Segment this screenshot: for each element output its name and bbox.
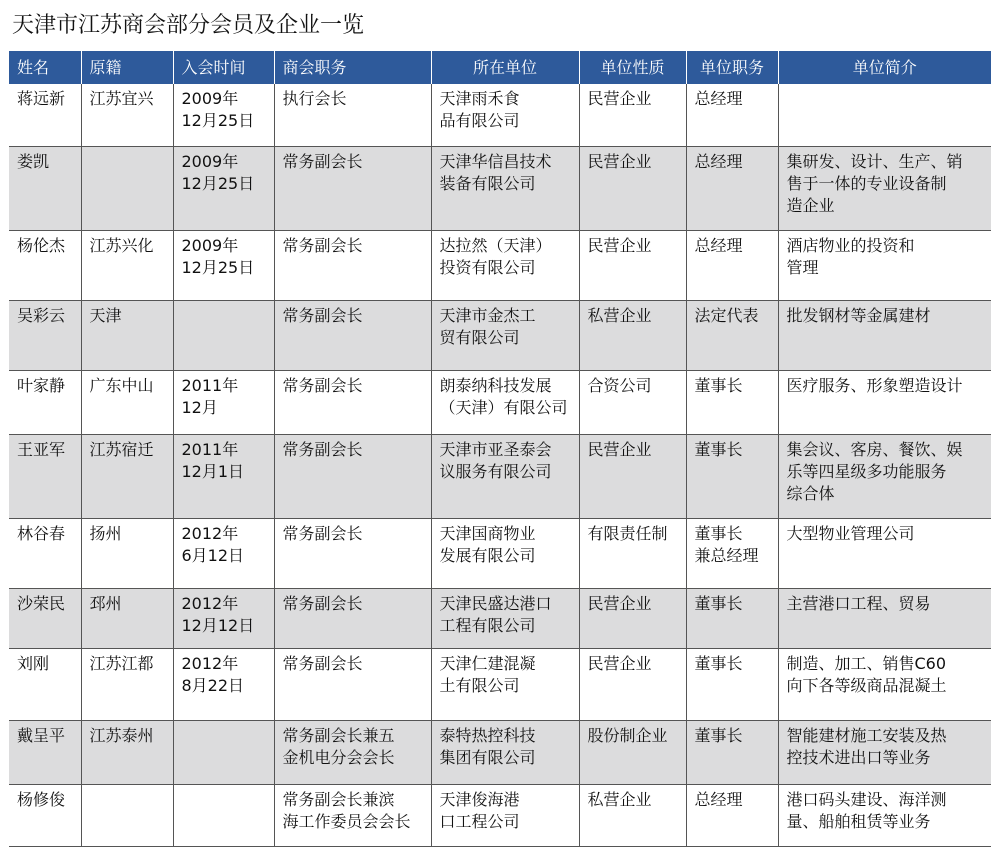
cell-name: 王亚军 (9, 434, 81, 518)
table-row (9, 720, 991, 784)
cell-name: 杨修俊 (9, 784, 81, 846)
cell-intro: 集会议、客房、餐饮、娱 乐等四星级多功能服务 综合体 (778, 434, 991, 518)
cell-intro: 智能建材施工安装及热 控技术进出口等业务 (778, 720, 991, 784)
cell-position: 总经理 (686, 84, 778, 146)
cell-chamber-role: 常务副会长兼滨 海工作委员会会长 (274, 784, 431, 846)
cell-position: 董事长 (686, 588, 778, 648)
cell-origin: 邳州 (81, 588, 173, 648)
cell-company: 天津市亚圣泰会 议服务有限公司 (431, 434, 579, 518)
cell-join-date: 2009年 12月25日 (173, 146, 274, 230)
cell-intro: 集研发、设计、生产、销 售于一体的专业设备制 造企业 (778, 146, 991, 230)
cell-name: 林谷春 (9, 518, 81, 588)
column-header-company-type: 单位性质 (579, 51, 686, 84)
cell-company-type: 民营企业 (579, 230, 686, 300)
cell-company: 天津雨禾食 品有限公司 (431, 84, 579, 146)
table-row (9, 518, 991, 588)
cell-name: 蒋远新 (9, 84, 81, 146)
cell-chamber-role: 常务副会长兼五 金机电分会会长 (274, 720, 431, 784)
cell-intro: 港口码头建设、海洋测 量、船舶租赁等业务 (778, 784, 991, 846)
cell-join-date (173, 784, 274, 846)
cell-position: 总经理 (686, 784, 778, 846)
table-row (9, 648, 991, 720)
cell-company: 天津华信昌技术 装备有限公司 (431, 146, 579, 230)
cell-origin: 江苏宿迁 (81, 434, 173, 518)
cell-join-date: 2009年 12月25日 (173, 230, 274, 300)
table-header-row (9, 51, 991, 84)
cell-company-type: 股份制企业 (579, 720, 686, 784)
cell-intro: 批发钢材等金属建材 (778, 300, 991, 370)
column-header-chamber-role: 商会职务 (274, 51, 431, 84)
table-row (9, 370, 991, 434)
table-row (9, 588, 991, 648)
cell-name: 刘刚 (9, 648, 81, 720)
cell-name: 叶家静 (9, 370, 81, 434)
cell-company-type: 民营企业 (579, 434, 686, 518)
cell-company: 达拉然（天津） 投资有限公司 (431, 230, 579, 300)
cell-name: 戴呈平 (9, 720, 81, 784)
cell-join-date: 2009年 12月25日 (173, 84, 274, 146)
cell-company: 朗泰纳科技发展 （天津）有限公司 (431, 370, 579, 434)
cell-position: 总经理 (686, 230, 778, 300)
cell-origin: 江苏兴化 (81, 230, 173, 300)
cell-company: 天津俊海港 口工程公司 (431, 784, 579, 846)
column-header-intro: 单位简介 (778, 51, 991, 84)
cell-company-type: 民营企业 (579, 588, 686, 648)
cell-chamber-role: 执行会长 (274, 84, 431, 146)
cell-chamber-role: 常务副会长 (274, 588, 431, 648)
cell-company-type: 有限责任制 (579, 518, 686, 588)
cell-origin: 江苏泰州 (81, 720, 173, 784)
cell-name: 娄凯 (9, 146, 81, 230)
cell-join-date: 2011年 12月 (173, 370, 274, 434)
cell-name: 沙荣民 (9, 588, 81, 648)
table-body (9, 84, 991, 846)
cell-intro: 制造、加工、销售C60 向下各等级商品混凝土 (778, 648, 991, 720)
cell-position: 总经理 (686, 146, 778, 230)
cell-join-date (173, 720, 274, 784)
cell-join-date: 2012年 8月22日 (173, 648, 274, 720)
cell-position: 董事长 (686, 648, 778, 720)
page-title: 天津市江苏商会部分会员及企业一览 (12, 13, 365, 38)
column-header-name: 姓名 (9, 51, 81, 84)
cell-chamber-role: 常务副会长 (274, 370, 431, 434)
cell-company: 泰特热控科技 集团有限公司 (431, 720, 579, 784)
cell-company-type: 民营企业 (579, 146, 686, 230)
cell-position: 董事长 (686, 720, 778, 784)
cell-chamber-role: 常务副会长 (274, 230, 431, 300)
cell-join-date: 2011年 12月1日 (173, 434, 274, 518)
table-row (9, 300, 991, 370)
cell-company: 天津市金杰工 贸有限公司 (431, 300, 579, 370)
cell-chamber-role: 常务副会长 (274, 146, 431, 230)
table-row (9, 434, 991, 518)
cell-position: 董事长 (686, 434, 778, 518)
cell-company: 天津民盛达港口 工程有限公司 (431, 588, 579, 648)
cell-company-type: 民营企业 (579, 648, 686, 720)
cell-intro: 主营港口工程、贸易 (778, 588, 991, 648)
cell-origin: 天津 (81, 300, 173, 370)
cell-origin: 江苏江都 (81, 648, 173, 720)
cell-company-type: 合资公司 (579, 370, 686, 434)
cell-company-type: 私营企业 (579, 784, 686, 846)
cell-join-date (173, 300, 274, 370)
table-row (9, 146, 991, 230)
table-row (9, 784, 991, 846)
cell-chamber-role: 常务副会长 (274, 648, 431, 720)
cell-chamber-role: 常务副会长 (274, 300, 431, 370)
table-row (9, 84, 991, 146)
cell-intro: 大型物业管理公司 (778, 518, 991, 588)
cell-position: 董事长 (686, 370, 778, 434)
cell-company: 天津国商物业 发展有限公司 (431, 518, 579, 588)
column-header-join-date: 入会时间 (173, 51, 274, 84)
cell-company: 天津仁建混凝 土有限公司 (431, 648, 579, 720)
cell-intro: 医疗服务、形象塑造设计 (778, 370, 991, 434)
cell-position: 董事长 兼总经理 (686, 518, 778, 588)
cell-origin: 江苏宜兴 (81, 84, 173, 146)
cell-origin: 广东中山 (81, 370, 173, 434)
cell-origin (81, 146, 173, 230)
cell-chamber-role: 常务副会长 (274, 434, 431, 518)
table-row (9, 230, 991, 300)
cell-intro (778, 84, 991, 146)
cell-company-type: 民营企业 (579, 84, 686, 146)
cell-intro: 酒店物业的投资和 管理 (778, 230, 991, 300)
cell-name: 吴彩云 (9, 300, 81, 370)
members-table (9, 51, 991, 847)
column-header-origin: 原籍 (81, 51, 173, 84)
cell-company-type: 私营企业 (579, 300, 686, 370)
cell-join-date: 2012年 12月12日 (173, 588, 274, 648)
cell-position: 法定代表 (686, 300, 778, 370)
cell-name: 杨伦杰 (9, 230, 81, 300)
cell-join-date: 2012年 6月12日 (173, 518, 274, 588)
column-header-position: 单位职务 (686, 51, 778, 84)
cell-origin: 扬州 (81, 518, 173, 588)
cell-origin (81, 784, 173, 846)
cell-chamber-role: 常务副会长 (274, 518, 431, 588)
column-header-company: 所在单位 (431, 51, 579, 84)
